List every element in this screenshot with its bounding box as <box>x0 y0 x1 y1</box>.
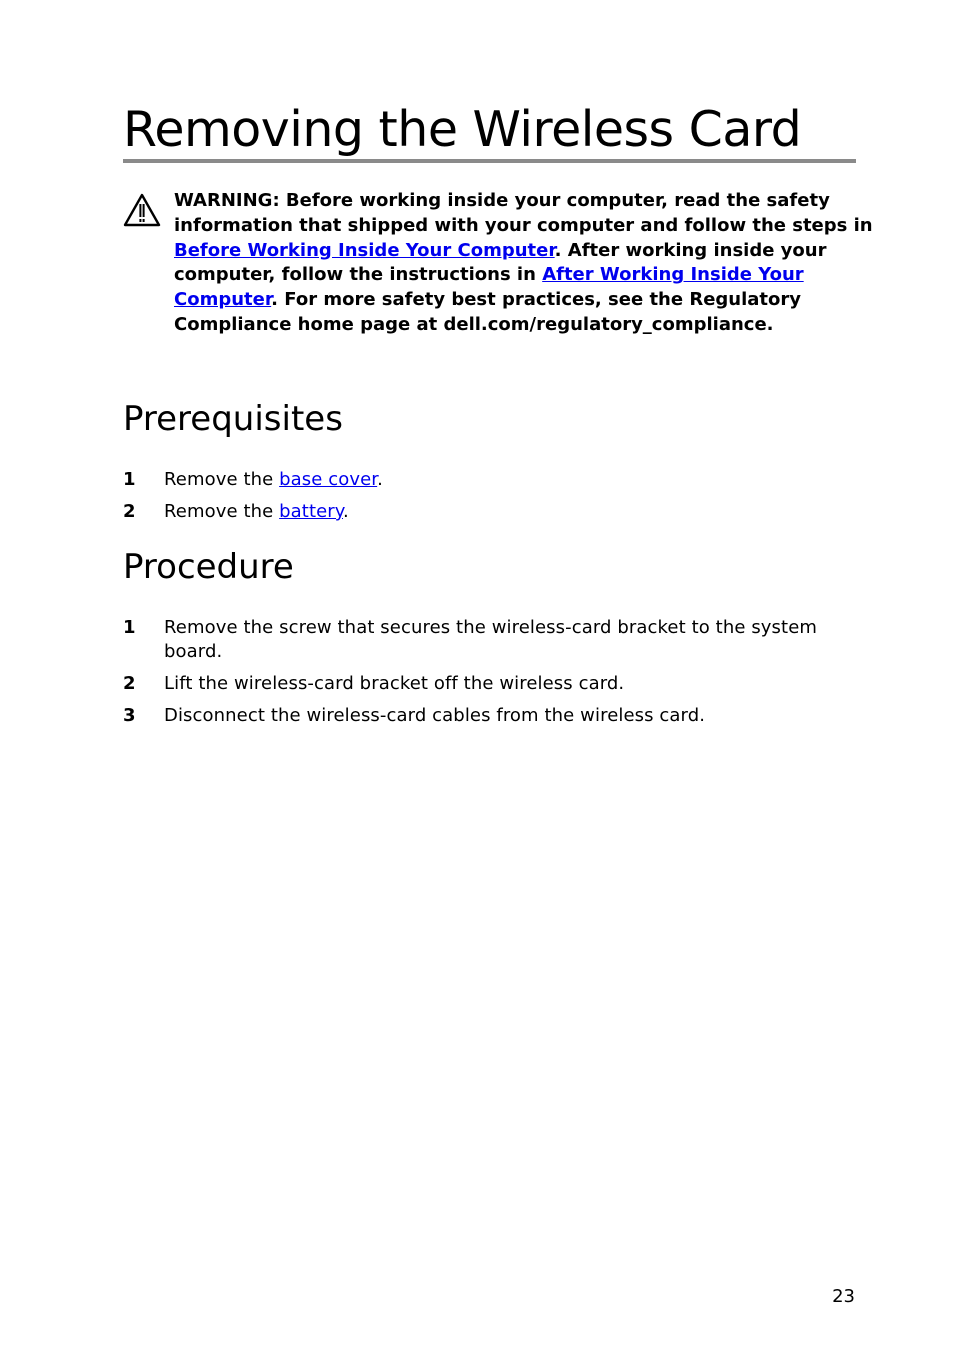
before-working-link[interactable]: Before Working Inside Your Computer <box>174 239 555 261</box>
warning-line: WARNING: Before working inside your computer, read the safety <box>174 190 830 211</box>
warning-line: Compliance home page at dell.com/regulatory_compliance. <box>174 313 774 335</box>
after-working-link-continued[interactable]: Computer <box>174 289 272 311</box>
procedure-step-line: Disconnect the wireless-card cables from the wireless card. <box>164 705 706 726</box>
step-punctuation: . <box>342 501 349 522</box>
step-text: Remove the <box>164 501 280 522</box>
warning-line <box>174 263 854 288</box>
prerequisites-heading: Prerequisites <box>123 399 343 439</box>
base-cover-link[interactable]: base cover <box>279 469 378 490</box>
warning-triangle-icon <box>123 193 161 227</box>
step-punctuation: . <box>377 469 383 490</box>
battery-link[interactable]: battery <box>279 501 343 522</box>
warning-text: . For more safety best practices, see the Regulatory <box>271 289 801 311</box>
procedure-step-number: 1 <box>123 617 136 638</box>
prerequisite-step-number: 1 <box>123 469 136 490</box>
step-text: Remove the <box>164 469 280 490</box>
title-divider <box>123 159 856 163</box>
procedure-step-number: 2 <box>123 673 136 694</box>
warning-line <box>174 239 854 264</box>
prerequisite-step-number: 2 <box>123 501 136 522</box>
procedure-step-line: Remove the screw that secures the wireless-card bracket to the system <box>164 617 818 638</box>
after-working-link[interactable]: After Working Inside Your <box>542 264 804 286</box>
procedure-step-line: board. <box>164 641 223 662</box>
procedure-step-line: Lift the wireless-card bracket off the wireless card. <box>164 673 625 694</box>
warning-text: computer, follow the instructions in <box>174 264 543 286</box>
procedure-heading: Procedure <box>123 547 294 587</box>
prerequisite-step <box>164 500 349 524</box>
warning-line <box>174 288 854 313</box>
warning-notice <box>174 189 873 338</box>
page-title: Removing the Wireless Card <box>123 101 802 158</box>
warning-line: information that shipped with your computer and follow the steps in <box>174 214 873 236</box>
prerequisite-step <box>164 468 383 492</box>
procedure-step-number: 3 <box>123 705 136 726</box>
warning-text: . After working inside your <box>554 239 827 261</box>
page-number: 23 <box>832 1286 855 1307</box>
